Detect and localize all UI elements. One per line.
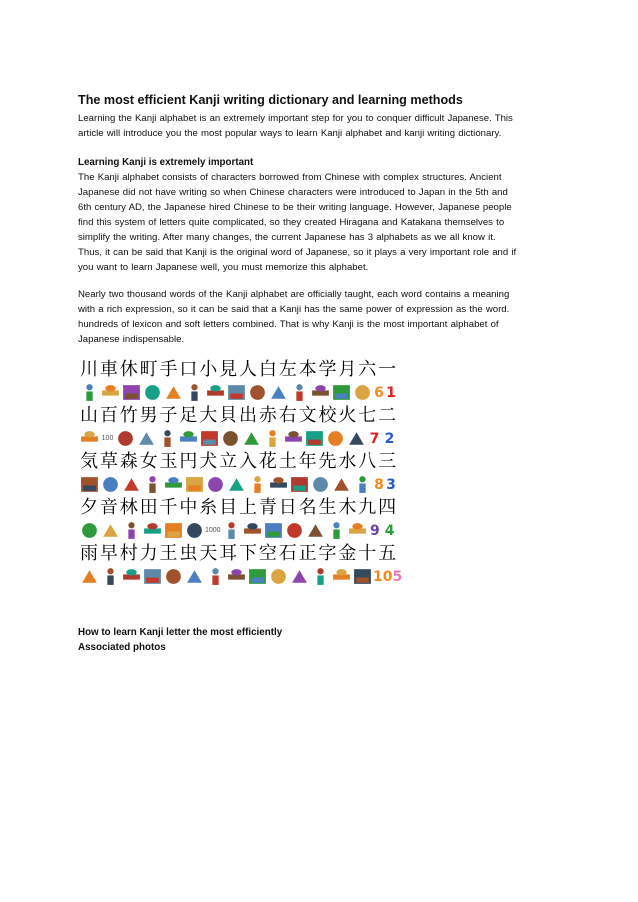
kanji-character: 学 xyxy=(318,359,337,380)
paragraph-line: find this system of letters quite complicated, so they created Hiragana and Katakana themselves to xyxy=(78,217,505,228)
picture-cell xyxy=(142,473,163,497)
kanji-character: 右 xyxy=(278,405,297,426)
paragraph-line: with a rich expression, so it can be said that a Kanji has the same power of expression as the word. xyxy=(78,304,510,315)
importance-paragraph xyxy=(78,170,568,275)
kanji-character: 目 xyxy=(219,497,238,518)
picture-cell xyxy=(289,381,310,405)
intro-line: Learning the Kanji alphabet is an extremely important step for you to conquer difficult Japanese. This xyxy=(78,113,513,124)
picture-cell xyxy=(289,565,310,589)
picture-cell xyxy=(221,519,242,543)
kanji-character: 中 xyxy=(179,497,198,518)
kanji-character: 男 xyxy=(139,405,158,426)
illustration-icon xyxy=(304,428,325,449)
picture-cell xyxy=(79,565,100,589)
kanji-count-paragraph xyxy=(78,287,568,347)
kanji-character: 十 xyxy=(358,543,377,564)
paragraph-line: Japanese did not have writing so when Chinese characters were introduced to Japan in the 5th and xyxy=(78,187,508,198)
illustration-icon xyxy=(310,566,331,587)
kanji-character: 本 xyxy=(298,359,317,380)
picture-cell xyxy=(121,473,142,497)
kanji-character: 九 xyxy=(358,497,377,518)
picture-cell xyxy=(142,519,163,543)
illustration-icon xyxy=(79,474,100,495)
picture-cell xyxy=(268,565,289,589)
kanji-character: 山 xyxy=(79,405,98,426)
picture-row xyxy=(79,472,397,497)
illustration-icon xyxy=(331,474,352,495)
illustration-icon xyxy=(241,428,262,449)
kanji-character: 空 xyxy=(258,543,277,564)
kanji-character: 字 xyxy=(318,543,337,564)
picture-cell xyxy=(247,473,268,497)
picture-cell xyxy=(310,381,331,405)
illustration-icon xyxy=(284,520,305,541)
kanji-character: 雨 xyxy=(79,543,98,564)
illustration-icon xyxy=(100,520,121,541)
kanji-character: 町 xyxy=(139,359,158,380)
kanji-character: 手 xyxy=(159,359,178,380)
picture-cell xyxy=(283,427,304,451)
kanji-number-label: 1 xyxy=(386,384,396,401)
picture-cell xyxy=(226,565,247,589)
intro-line: article will introduce you the most popular ways to learn Kanji alphabet and kanji writing dictionary. xyxy=(78,128,502,139)
kanji-number-label: 7 xyxy=(369,430,380,447)
illustration-icon xyxy=(220,428,241,449)
kanji-character: 田 xyxy=(139,497,158,518)
illustration-icon xyxy=(121,474,142,495)
kanji-row xyxy=(79,543,397,564)
illustration-icon xyxy=(305,520,326,541)
picture-cell xyxy=(100,565,121,589)
illustration-icon xyxy=(184,474,205,495)
picture-cell xyxy=(262,427,283,451)
number-cell xyxy=(367,427,382,451)
kanji-character: 月 xyxy=(338,359,357,380)
illustration-icon xyxy=(184,520,205,541)
number-cell xyxy=(368,519,383,543)
kanji-character: 文 xyxy=(298,405,317,426)
illustration-icon xyxy=(247,474,268,495)
illustration-icon xyxy=(79,428,100,449)
kanji-character: 貝 xyxy=(219,405,238,426)
kanji-character: 足 xyxy=(179,405,198,426)
kanji-character: 出 xyxy=(238,405,257,426)
kanji-character: 日 xyxy=(278,497,297,518)
illustration-icon xyxy=(178,428,199,449)
picture-cell xyxy=(205,565,226,589)
illustration-icon xyxy=(205,474,226,495)
kanji-row xyxy=(79,497,397,518)
kanji-character: 王 xyxy=(159,543,178,564)
small-number-label: 1000 xyxy=(205,527,221,534)
kanji-number-label: 10 xyxy=(373,568,393,585)
picture-cell xyxy=(142,565,163,589)
kanji-character: 八 xyxy=(358,451,377,472)
illustration-icon xyxy=(205,566,226,587)
picture-cell xyxy=(263,519,284,543)
document-title: The most efficient Kanji writing dictionary and learning methods xyxy=(78,93,463,107)
picture-cell xyxy=(79,427,100,451)
illustration-icon xyxy=(346,428,367,449)
section-heading-importance: Learning Kanji is extremely important xyxy=(78,157,254,168)
picture-cell xyxy=(331,381,352,405)
illustration-icon xyxy=(199,428,220,449)
kanji-character: 生 xyxy=(318,497,337,518)
kanji-character: 人 xyxy=(238,359,257,380)
kanji-character: 森 xyxy=(119,451,138,472)
picture-cell xyxy=(157,427,178,451)
kanji-character: 校 xyxy=(318,405,337,426)
kanji-character: 小 xyxy=(199,359,218,380)
paragraph-line: hundreds of lexicon and soft letters combined. That is why Kanji is the most important alphabet of xyxy=(78,319,499,330)
picture-cell xyxy=(346,427,367,451)
kanji-character: 年 xyxy=(298,451,317,472)
picture-cell xyxy=(205,381,226,405)
kanji-character: 犬 xyxy=(199,451,218,472)
kanji-character: 三 xyxy=(378,451,397,472)
kanji-character: 火 xyxy=(338,405,357,426)
illustration-icon xyxy=(289,382,310,403)
illustration-icon xyxy=(142,382,163,403)
picture-row xyxy=(79,426,397,451)
paragraph-line: Thus, it can be said that Kanji is the original word of Japanese, so it plays a very important role and if xyxy=(78,247,517,258)
kanji-character: 力 xyxy=(139,543,158,564)
paragraph-line: Nearly two thousand words of the Kanji alphabet are officially taught, each word contains a meaning xyxy=(78,289,510,300)
kanji-character: 大 xyxy=(199,405,218,426)
picture-cell xyxy=(268,473,289,497)
illustration-icon xyxy=(163,474,184,495)
picture-cell xyxy=(184,565,205,589)
kanji-character: 千 xyxy=(159,497,178,518)
intro-paragraph xyxy=(78,111,568,141)
kanji-character: 早 xyxy=(99,543,118,564)
picture-cell xyxy=(326,519,347,543)
picture-cell xyxy=(199,427,220,451)
kanji-character: 二 xyxy=(378,405,397,426)
kanji-character: 村 xyxy=(119,543,138,564)
picture-cell xyxy=(220,427,241,451)
picture-cell xyxy=(79,519,100,543)
kanji-character: 花 xyxy=(258,451,277,472)
illustration-icon xyxy=(263,520,284,541)
kanji-character: 百 xyxy=(99,405,118,426)
illustration-icon xyxy=(347,520,368,541)
picture-cell xyxy=(163,519,184,543)
kanji-character: 先 xyxy=(318,451,337,472)
illustration-icon xyxy=(163,566,184,587)
kanji-character: 草 xyxy=(99,451,118,472)
illustration-icon xyxy=(142,566,163,587)
picture-cell xyxy=(305,519,326,543)
small-number-label: 100 xyxy=(101,435,114,442)
illustration-icon xyxy=(326,520,347,541)
kanji-character: 水 xyxy=(338,451,357,472)
paragraph-line: 6th century AD, the Japanese hired Chinese to be their writing language. However, Japanese people xyxy=(78,202,512,213)
kanji-character: 六 xyxy=(358,359,377,380)
picture-cell xyxy=(226,473,247,497)
kanji-character: 虫 xyxy=(179,543,198,564)
picture-cell xyxy=(352,565,373,589)
document-page xyxy=(78,92,568,347)
kanji-character: 五 xyxy=(378,543,397,564)
illustration-icon xyxy=(310,382,331,403)
kanji-character: 音 xyxy=(99,497,118,518)
number-cell xyxy=(373,381,385,405)
picture-cell xyxy=(79,473,100,497)
kanji-character: 車 xyxy=(99,359,118,380)
kanji-character: 口 xyxy=(179,359,198,380)
illustration-icon xyxy=(325,428,346,449)
illustration-icon xyxy=(226,566,247,587)
picture-cell xyxy=(136,427,157,451)
picture-cell xyxy=(242,519,263,543)
picture-cell xyxy=(310,473,331,497)
picture-cell xyxy=(121,381,142,405)
kanji-character: 玉 xyxy=(159,451,178,472)
kanji-character: 名 xyxy=(298,497,317,518)
number-cell xyxy=(373,565,392,589)
illustration-icon xyxy=(247,382,268,403)
picture-cell xyxy=(352,473,373,497)
illustration-icon xyxy=(226,382,247,403)
kanji-character: 青 xyxy=(258,497,277,518)
illustration-icon xyxy=(142,474,163,495)
number-cell xyxy=(382,519,397,543)
paragraph-line: The Kanji alphabet consists of characters borrowed from Chinese with complex structures. Ancient xyxy=(78,172,502,183)
kanji-character: 白 xyxy=(258,359,277,380)
kanji-character: 石 xyxy=(278,543,297,564)
kanji-character: 立 xyxy=(219,451,238,472)
paragraph-line: simplify the writing. After many changes, the current Japanese has 3 alphabets as we all know it. xyxy=(78,232,496,243)
kanji-character: 林 xyxy=(119,497,138,518)
kanji-character: 夕 xyxy=(79,497,98,518)
illustration-icon xyxy=(352,474,373,495)
kanji-character: 七 xyxy=(358,405,377,426)
picture-cell xyxy=(184,473,205,497)
kanji-character: 円 xyxy=(179,451,198,472)
picture-cell xyxy=(115,427,136,451)
kanji-number-label: 2 xyxy=(384,430,395,447)
picture-cell xyxy=(331,473,352,497)
picture-cell xyxy=(325,427,346,451)
illustration-icon xyxy=(310,474,331,495)
picture-cell xyxy=(226,381,247,405)
picture-row xyxy=(79,518,397,543)
number-cell xyxy=(392,565,402,589)
kanji-row xyxy=(79,405,397,426)
kanji-character: 上 xyxy=(238,497,257,518)
kanji-number-label: 5 xyxy=(392,568,403,585)
illustration-icon xyxy=(352,382,373,403)
picture-cell xyxy=(205,473,226,497)
number-cell xyxy=(382,427,397,451)
picture-cell xyxy=(347,519,368,543)
illustration-icon xyxy=(115,428,136,449)
number-cell xyxy=(373,473,385,497)
kanji-row xyxy=(79,451,397,472)
kanji-number-label: 6 xyxy=(374,384,384,401)
picture-cell xyxy=(247,565,268,589)
section-heading-how-to-learn: How to learn Kanji letter the most efficiently xyxy=(78,627,283,638)
kanji-number-label: 3 xyxy=(386,476,396,493)
kanji-character: 左 xyxy=(278,359,297,380)
subheading-associated-photos: Associated photos xyxy=(78,642,166,653)
illustration-icon xyxy=(163,520,184,541)
illustration-icon xyxy=(79,566,100,587)
kanji-character: 下 xyxy=(238,543,257,564)
picture-cell xyxy=(142,381,163,405)
section-how-to-learn xyxy=(78,625,282,655)
picture-cell xyxy=(241,427,262,451)
number-cell xyxy=(385,473,397,497)
picture-cell xyxy=(178,427,199,451)
kanji-character: 女 xyxy=(139,451,158,472)
illustration-icon xyxy=(226,474,247,495)
picture-cell xyxy=(184,381,205,405)
number-cell xyxy=(385,381,397,405)
kanji-character: 赤 xyxy=(258,405,277,426)
illustration-icon xyxy=(121,382,142,403)
illustration-icon xyxy=(136,428,157,449)
kanji-number-label: 9 xyxy=(370,522,380,539)
illustration-icon xyxy=(268,566,289,587)
paragraph-line: you want to learn Japanese well, you must memorize this alphabet. xyxy=(78,262,369,273)
picture-row xyxy=(79,564,403,589)
picture-cell xyxy=(205,519,221,543)
illustration-icon xyxy=(157,428,178,449)
illustration-icon xyxy=(242,520,263,541)
illustration-icon xyxy=(163,382,184,403)
illustration-icon xyxy=(142,520,163,541)
illustration-icon xyxy=(121,520,142,541)
kanji-character: 金 xyxy=(338,543,357,564)
illustration-icon xyxy=(79,382,100,403)
kanji-character: 木 xyxy=(338,497,357,518)
illustration-icon xyxy=(79,520,100,541)
kanji-character: 正 xyxy=(298,543,317,564)
picture-cell xyxy=(284,519,305,543)
picture-cell xyxy=(100,519,121,543)
kanji-character: 川 xyxy=(79,359,98,380)
picture-cell xyxy=(247,381,268,405)
illustration-icon xyxy=(283,428,304,449)
illustration-icon xyxy=(205,382,226,403)
picture-cell xyxy=(163,381,184,405)
picture-cell xyxy=(100,473,121,497)
picture-cell xyxy=(268,381,289,405)
kanji-character: 天 xyxy=(199,543,218,564)
illustration-icon xyxy=(221,520,242,541)
illustration-icon xyxy=(100,382,121,403)
kanji-number-label: 8 xyxy=(374,476,384,493)
picture-cell xyxy=(100,381,121,405)
kanji-chart-image xyxy=(79,359,403,591)
picture-row xyxy=(79,380,397,405)
picture-cell xyxy=(352,381,373,405)
illustration-icon xyxy=(268,382,289,403)
illustration-icon xyxy=(100,474,121,495)
illustration-icon xyxy=(352,566,373,587)
illustration-icon xyxy=(331,566,352,587)
picture-cell xyxy=(184,519,205,543)
illustration-icon xyxy=(289,474,310,495)
kanji-character: 見 xyxy=(219,359,238,380)
illustration-icon xyxy=(247,566,268,587)
kanji-row xyxy=(79,359,397,380)
picture-cell xyxy=(289,473,310,497)
kanji-character: 糸 xyxy=(199,497,218,518)
illustration-icon xyxy=(100,566,121,587)
kanji-character: 子 xyxy=(159,405,178,426)
illustration-icon xyxy=(121,566,142,587)
kanji-character: 土 xyxy=(278,451,297,472)
kanji-character: 四 xyxy=(378,497,397,518)
picture-cell xyxy=(121,519,142,543)
picture-cell xyxy=(331,565,352,589)
illustration-icon xyxy=(331,382,352,403)
kanji-character: 入 xyxy=(238,451,257,472)
illustration-icon xyxy=(262,428,283,449)
picture-cell xyxy=(310,565,331,589)
picture-cell xyxy=(121,565,142,589)
paragraph-line: Japanese indispensable. xyxy=(78,334,185,345)
kanji-character: 気 xyxy=(79,451,98,472)
illustration-icon xyxy=(268,474,289,495)
illustration-icon xyxy=(184,566,205,587)
illustration-icon xyxy=(289,566,310,587)
kanji-character: 竹 xyxy=(119,405,138,426)
kanji-character: 休 xyxy=(119,359,138,380)
picture-cell xyxy=(304,427,325,451)
kanji-number-label: 4 xyxy=(384,522,395,539)
picture-cell xyxy=(79,381,100,405)
illustration-icon xyxy=(184,382,205,403)
picture-cell xyxy=(100,427,115,451)
picture-cell xyxy=(163,565,184,589)
picture-cell xyxy=(163,473,184,497)
kanji-character: 一 xyxy=(378,359,397,380)
kanji-character: 耳 xyxy=(219,543,238,564)
